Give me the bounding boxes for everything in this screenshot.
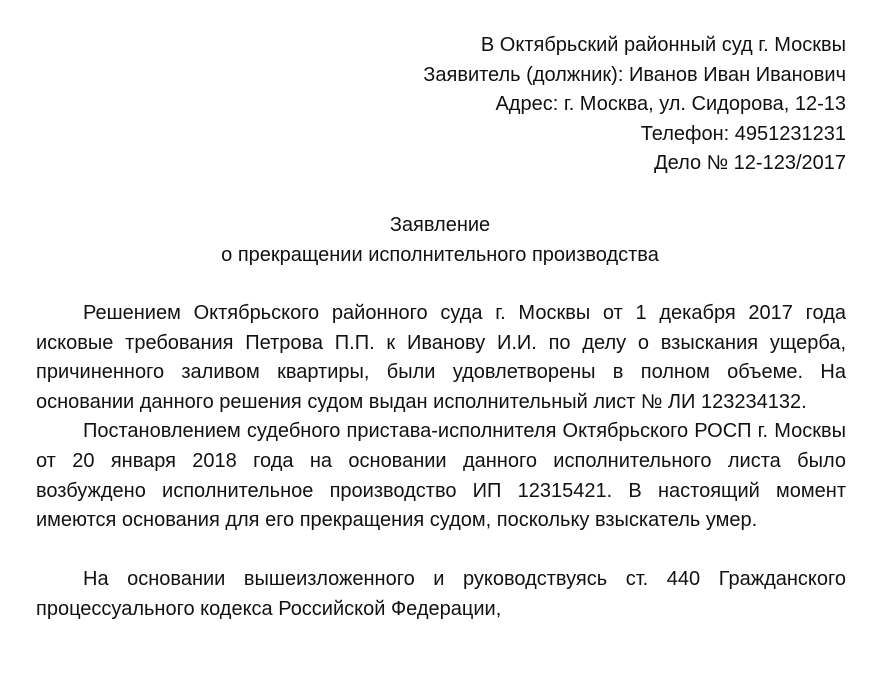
paragraph-3: На основании вышеизложенного и руководствуясь ст. 440 Гражданского процессуального кодекса Российской Федерации, [36,568,846,620]
applicant-address: Адрес: г. Москва, ул. Сидорова, 12-13 [495,93,846,115]
paragraph-1: Решением Октябрьского районного суда г. Москвы от 1 декабря 2017 года исковые требования Петрова П.П. к Иванову И.И. по делу о взыскания ущерба, причиненного заливом квартиры, были удовлетворены в полном объеме. На основании данного решения судом выдан исполнительный лист № ЛИ 123234132. [36,302,846,413]
document-body [36,299,846,625]
applicant-name: Заявитель (должник): Иванов Иван Иванович [423,63,846,86]
title-line-1: Заявление [389,214,491,236]
title-line-2: о прекращении исполнительного производства [221,243,659,266]
document-header [423,31,846,179]
applicant-phone: Телефон: 4951231231 [640,122,846,145]
case-number: Дело № 12-123/2017 [654,152,846,174]
document-title [0,211,872,270]
paragraph-2: Постановлением судебного пристава-исполнителя Октябрьского РОСП г. Москвы от 20 января 2018 года на основании данного исполнительного листа было возбуждено исполнительное производство ИП 12315421. В настоящий момент имеются основания для его прекращения судом, поскольку взыскатель умер. [36,420,846,532]
court-addressee: В Октябрьский районный суд г. Москвы [480,34,846,56]
